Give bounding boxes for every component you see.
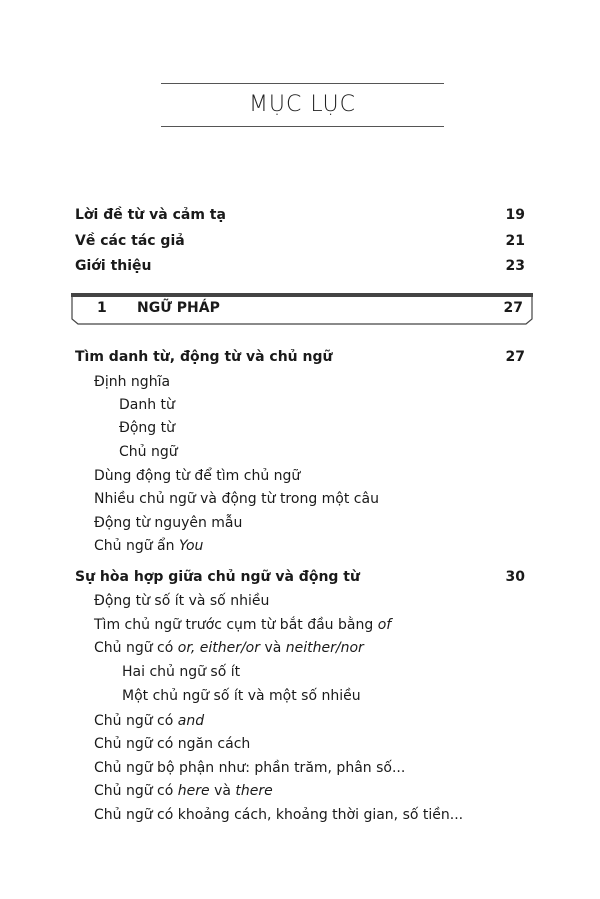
toc-subentry[interactable]: [0, 488, 600, 510]
toc-text-italic: and: [177, 713, 205, 729]
toc-subentry-label: [94, 637, 364, 659]
toc-subentry-label: Chủ ngữ bộ phận như: phần trăm, phân số...: [94, 760, 406, 776]
toc-subsubentry[interactable]: [0, 417, 600, 439]
toc-subentry-label: Động từ số ít và số nhiều: [94, 593, 270, 609]
toc-subentry[interactable]: [0, 590, 600, 612]
toc-text-italic: of: [377, 617, 392, 633]
toc-text-italic: or, either/or: [177, 640, 260, 656]
toc-entry-label: Lời đề từ và cảm tạ: [75, 207, 226, 223]
toc-subentry-label: Chủ ngữ có khoảng cách, khoảng thời gian, số tiền...: [94, 807, 464, 823]
toc-subsubentry[interactable]: [0, 661, 600, 683]
toc-text: Tìm chủ ngữ trước cụm từ bắt đầu bằng: [94, 617, 374, 633]
toc-entry-label: Về các tác giả: [75, 233, 185, 249]
toc-subsubentry-label: Một chủ ngữ số ít và một số nhiều: [122, 688, 361, 704]
toc-subsubentry-label: Danh từ: [119, 397, 175, 413]
toc-subentry-label: [94, 710, 204, 732]
toc-title-block: [161, 83, 444, 127]
toc-subentry-label: [94, 614, 391, 636]
toc-section-label: Tìm danh từ, động từ và chủ ngữ: [75, 349, 333, 365]
toc-entry-page: 23: [505, 258, 525, 274]
chapter-title: NGỮ PHÁP: [137, 300, 220, 316]
toc-subsubentry[interactable]: [0, 394, 600, 416]
toc-section[interactable]: [0, 346, 600, 368]
toc-text: Chủ ngữ có: [94, 783, 174, 799]
toc-subsubentry-label: Chủ ngữ: [119, 444, 178, 460]
toc-subsubentry-label: Động từ: [119, 420, 175, 436]
toc-subentry[interactable]: [0, 535, 600, 557]
toc-text-italic: You: [178, 538, 204, 554]
toc-subentry[interactable]: [0, 614, 600, 636]
toc-subentry[interactable]: [0, 757, 600, 779]
toc-subentry[interactable]: [0, 512, 600, 534]
toc-section[interactable]: [0, 566, 600, 588]
chapter-number: 1: [97, 300, 107, 316]
toc-subentry[interactable]: [0, 710, 600, 732]
toc-text: Chủ ngữ có: [94, 640, 174, 656]
toc-text-italic: here: [177, 783, 210, 799]
toc-entry-label: Giới thiệu: [75, 258, 152, 274]
toc-text: và: [214, 783, 231, 799]
toc-subentry[interactable]: [0, 637, 600, 659]
toc-text: Chủ ngữ có: [94, 713, 174, 729]
toc-subsubentry[interactable]: [0, 685, 600, 707]
toc-text-italic: neither/nor: [285, 640, 364, 656]
toc-subentry-label: Chủ ngữ có ngăn cách: [94, 736, 251, 752]
toc-entry-front[interactable]: [0, 204, 600, 226]
toc-subentry-label: [94, 780, 273, 802]
toc-subentry[interactable]: [0, 804, 600, 826]
toc-section-label: Sự hòa hợp giữa chủ ngữ và động từ: [75, 569, 360, 585]
toc-subentry-label: Định nghĩa: [94, 374, 171, 390]
toc-subsubentry[interactable]: [0, 441, 600, 463]
toc-subentry-label: [94, 535, 203, 557]
toc-subsubentry-label: Hai chủ ngữ số ít: [122, 664, 241, 680]
chapter-header[interactable]: [71, 293, 533, 325]
toc-subentry-label: Động từ nguyên mẫu: [94, 515, 243, 531]
toc-entry-front[interactable]: [0, 230, 600, 252]
toc-entry-page: 21: [505, 233, 525, 249]
toc-subentry-label: Dùng động từ để tìm chủ ngữ: [94, 468, 301, 484]
page-title: MỤC LỤC: [248, 92, 357, 117]
toc-subentry[interactable]: [0, 733, 600, 755]
toc-text: và: [264, 640, 282, 656]
toc-entry-front[interactable]: [0, 255, 600, 277]
toc-subentry-label: Nhiều chủ ngữ và động từ trong một câu: [94, 491, 379, 507]
toc-section-page: 27: [505, 349, 525, 365]
toc-section-page: 30: [505, 569, 525, 585]
toc-entry-page: 19: [505, 207, 525, 223]
chapter-page: 27: [503, 300, 523, 316]
toc-subentry[interactable]: [0, 371, 600, 393]
toc-text: Chủ ngữ ẩn: [94, 538, 175, 554]
toc-subentry[interactable]: [0, 465, 600, 487]
toc-text-italic: there: [235, 783, 273, 799]
toc-subentry[interactable]: [0, 780, 600, 802]
